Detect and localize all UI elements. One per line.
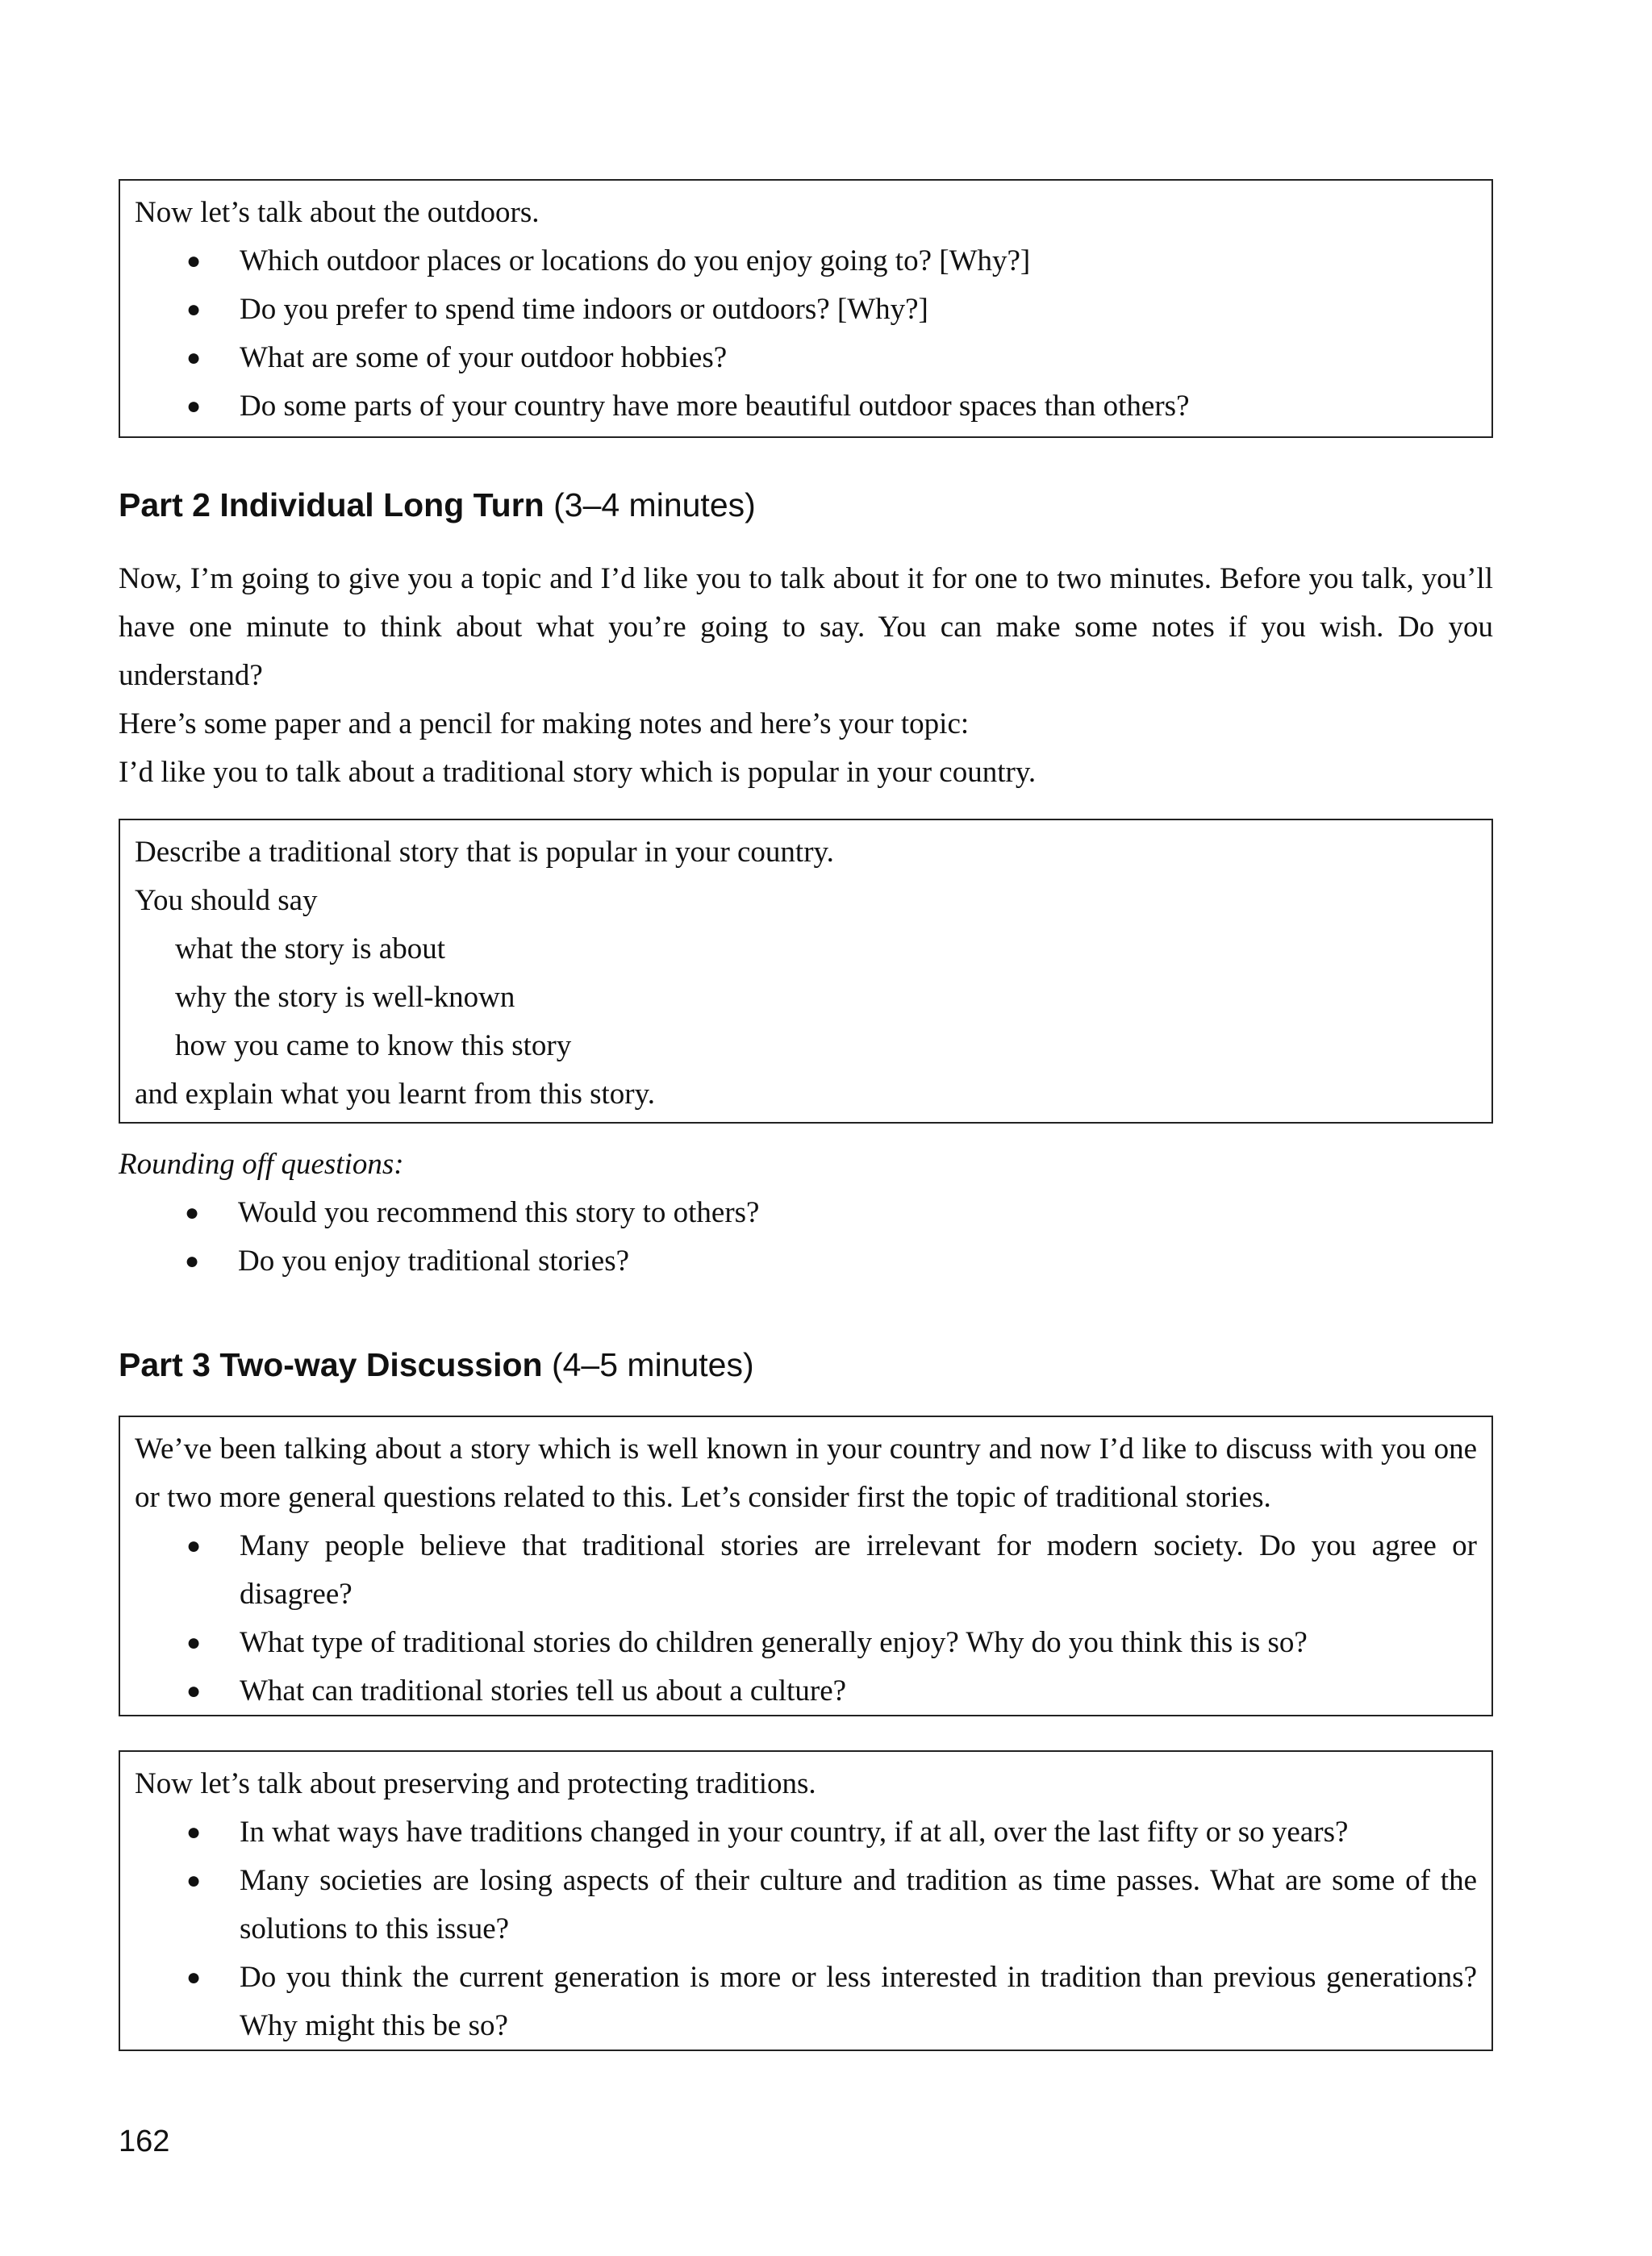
cue-card-point: why the story is well-known (175, 981, 515, 1014)
bullet-icon: ● (186, 1532, 202, 1559)
part2-heading-title: Part 2 Individual Long Turn (119, 486, 544, 523)
part3-heading-title: Part 3 Two-way Discussion (119, 1346, 543, 1383)
part1-outdoors-box (119, 179, 1493, 438)
part3-box1-intro: We’ve been talking about a story which is well known in your country and now I’d like to discuss with you one or two more general questions related to this. Let’s consider first the topic of traditional stories. (135, 1432, 1477, 1514)
cue-card-should-say: You should say (135, 884, 318, 917)
cue-card-point: how you came to know this story (175, 1029, 572, 1062)
part3-discussion-box-1 (119, 1416, 1493, 1716)
part1-bullet-list (135, 237, 1477, 431)
list-item: ● What type of traditional stories do children generally enjoy? Why do you think this is so? (135, 1619, 1477, 1667)
part2-instruction-2: Here’s some paper and a pencil for making notes and here’s your topic: (119, 707, 970, 740)
rounding-off-list (119, 1189, 1493, 1286)
list-item: ● Do you think the current generation is more or less interested in tradition than previous generations? Why might this be so? (135, 1954, 1477, 2050)
list-item: ● What are some of your outdoor hobbies? (135, 334, 1477, 382)
list-item: ● What can traditional stories tell us about a culture? (135, 1667, 1477, 1716)
bullet-icon: ● (186, 1629, 202, 1656)
page-number: 162 (119, 2125, 170, 2158)
part2-duration: (3–4 minutes) (553, 486, 756, 523)
cue-card-closing: and explain what you learnt from this story. (135, 1078, 655, 1111)
part3-heading (119, 1341, 754, 1389)
cue-card-title: Describe a traditional story that is popular in your country. (135, 836, 834, 869)
list-item: ● Do you prefer to spend time indoors or outdoors? [Why?] (135, 286, 1477, 334)
bullet-icon: ● (186, 1964, 202, 1991)
bullet-icon: ● (186, 296, 202, 323)
rounding-off-label: Rounding off questions: (119, 1148, 404, 1181)
part3-box2-list (135, 1808, 1477, 2050)
rounding-off-section (119, 1141, 1493, 1286)
cue-card-box (119, 819, 1493, 1124)
cue-card-point: what the story is about (175, 932, 446, 965)
bullet-icon: ● (186, 1867, 202, 1894)
bullet-icon: ● (186, 344, 202, 371)
list-item: ● Which outdoor places or locations do you enjoy going to? [Why?] (135, 237, 1477, 286)
bullet-icon: ● (186, 1819, 202, 1845)
bullet-icon: ● (186, 248, 202, 274)
part2-instruction-1: Now, I’m going to give you a topic and I’d like you to talk about it for one to two minutes. Before you talk, you’ll have one minute to think about what you’re going to say. You can make some notes if you wish. Do you understand? (119, 562, 1493, 692)
part2-heading (119, 481, 756, 529)
bullet-icon: ● (185, 1199, 200, 1226)
part3-box1-list (135, 1522, 1477, 1716)
bullet-icon: ● (185, 1248, 200, 1274)
list-item: ● Would you recommend this story to others? (119, 1189, 1493, 1237)
list-item: ● Many societies are losing aspects of their culture and tradition as time passes. What are some of the solutions to this issue? (135, 1857, 1477, 1954)
list-item: ● Many people believe that traditional stories are irrelevant for modern society. Do you agree or disagree? (135, 1522, 1477, 1619)
part2-instruction-3: I’d like you to talk about a traditional story which is popular in your country. (119, 756, 1037, 789)
bullet-icon: ● (186, 393, 202, 419)
list-item: ● Do some parts of your country have more beautiful outdoor spaces than others? (135, 382, 1477, 431)
list-item: ● Do you enjoy traditional stories? (119, 1237, 1493, 1286)
list-item: ● In what ways have traditions changed in your country, if at all, over the last fifty or so years? (135, 1808, 1477, 1857)
part2-instructions (119, 555, 1493, 797)
part3-discussion-box-2 (119, 1750, 1493, 2051)
bullet-icon: ● (186, 1678, 202, 1704)
part1-intro: Now let’s talk about the outdoors. (135, 196, 540, 229)
part3-duration: (4–5 minutes) (551, 1346, 754, 1383)
part3-box2-intro: Now let’s talk about preserving and protecting traditions. (135, 1767, 816, 1800)
